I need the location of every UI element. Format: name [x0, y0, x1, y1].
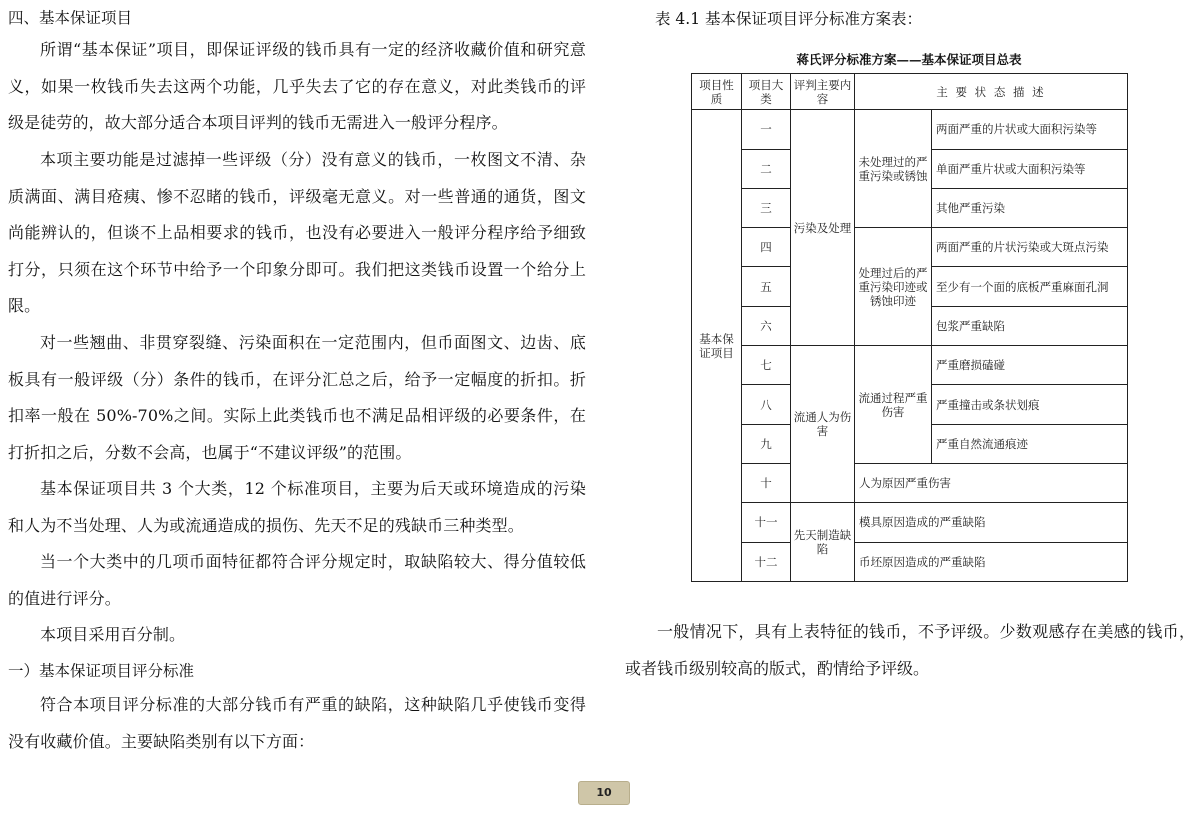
item-number: 十	[742, 463, 791, 502]
subcategory-untreated: 未处理过的严重污染或锈蚀	[855, 110, 932, 228]
item-number: 十一	[742, 503, 791, 542]
category-circulation: 流通人为伤害	[791, 346, 855, 503]
table-row	[692, 463, 1128, 502]
item-number: 八	[742, 385, 791, 424]
category-pollution: 污染及处理	[791, 110, 855, 346]
header-nature: 项目性质	[692, 74, 742, 110]
item-number: 二	[742, 149, 791, 188]
paragraph-2: 本项主要功能是过滤掉一些评级（分）没有意义的钱币，一枚图文不清、杂质满面、满目疮痍、惨不忍睹的钱币，评级毫无意义。对一些普通的通货，图文尚能辨认的，但谈不上品相要求的钱币，也没有必要进入一般评分程序给予细致打分，只须在这个环节中给予一个印象分即可。我们把这类钱币设置一个给分上限。	[8, 150, 586, 316]
header-category: 项目大类	[742, 74, 791, 110]
item-description: 两面严重的片状污染或大斑点污染	[932, 228, 1128, 267]
table-title: 蒋氏评分标准方案——基本保证项目总表	[796, 52, 1022, 67]
item-description: 严重撞击或条状划痕	[932, 385, 1128, 424]
item-number: 三	[742, 188, 791, 227]
item-description: 单面严重片状或大面积污染等	[932, 149, 1128, 188]
item-number: 五	[742, 267, 791, 306]
table-row	[692, 503, 1128, 542]
item-description: 其他严重污染	[932, 188, 1128, 227]
subheading: 一）基本保证项目评分标准	[8, 662, 195, 680]
item-number: 四	[742, 228, 791, 267]
item-number: 七	[742, 346, 791, 385]
subcategory-treated: 处理过后的严重污染印迹或锈蚀印迹	[855, 228, 932, 346]
item-number: 十二	[742, 542, 791, 581]
table-caption: 表 4.1 基本保证项目评分标准方案表：	[655, 10, 923, 28]
paragraph-3: 对一些翘曲、非贯穿裂缝、污染面积在一定范围内，但币面图文、边齿、底板具有一般评级（分）条件的钱币，在评分汇总之后，给予一定幅度的折扣。折扣率一般在 50%-70%之间。实际上此类钱币也不满足品相评级的必要条件，在打折扣之后，分数不会高，也属于“不建议评级”的范围。	[8, 333, 586, 462]
subcategory-circulation: 流通过程严重伤害	[855, 346, 932, 464]
table-row	[692, 110, 1128, 149]
item-description: 人为原因严重伤害	[855, 463, 1128, 502]
item-description: 币坯原因造成的严重缺陷	[855, 542, 1128, 581]
item-number: 九	[742, 424, 791, 463]
standards-table	[691, 73, 1128, 582]
paragraph-7: 符合本项目评分标准的大部分钱币有严重的缺陷，这种缺陷几乎使钱币变得没有收藏价值。主要缺陷类别有以下方面：	[8, 695, 586, 751]
section-heading: 四、基本保证项目	[8, 9, 133, 27]
table-row	[692, 346, 1128, 385]
item-description: 至少有一个面的底板严重麻面孔洞	[932, 267, 1128, 306]
item-description: 模具原因造成的严重缺陷	[855, 503, 1128, 542]
nature-cell: 基本保证项目	[692, 110, 742, 582]
after-table-paragraph: 一般情况下，具有上表特征的钱币，不予评级。少数观感存在美感的钱币，或者钱币级别较高的版式，酌情给予评级。	[625, 622, 1195, 678]
item-number: 一	[742, 110, 791, 149]
paragraph-6: 本项目采用百分制。	[40, 625, 186, 644]
paragraph-1: 所谓“基本保证”项目，即保证评级的钱币具有一定的经济收藏价值和研究意义，如果一枚钱币失去这两个功能，几乎失去了它的存在意义，对此类钱币的评级是徒劳的，故大部分适合本项目评判的钱币无需进入一般评分程序。	[8, 40, 586, 133]
item-number: 六	[742, 306, 791, 345]
item-description: 严重自然流通痕迹	[932, 424, 1128, 463]
table-row	[692, 228, 1128, 267]
page-number: 10	[578, 781, 630, 805]
header-content: 评判主要内容	[791, 74, 855, 110]
paragraph-5: 当一个大类中的几项币面特征都符合评分规定时，取缺陷较大、得分值较低的值进行评分。	[8, 552, 586, 608]
right-column	[625, 0, 1195, 818]
category-manufacture: 先天制造缺陷	[791, 503, 855, 582]
paragraph-4: 基本保证项目共 3 个大类，12 个标准项目，主要为后天或环境造成的污染和人为不当处理、人为或流通造成的损伤、先天不足的残缺币三种类型。	[8, 479, 586, 535]
item-description: 严重磨损磕碰	[932, 346, 1128, 385]
header-description: 主 要 状 态 描 述	[855, 74, 1128, 110]
table-header-row	[692, 74, 1128, 110]
item-description: 两面严重的片状或大面积污染等	[932, 110, 1128, 149]
item-description: 包浆严重缺陷	[932, 306, 1128, 345]
table-row	[692, 542, 1128, 581]
